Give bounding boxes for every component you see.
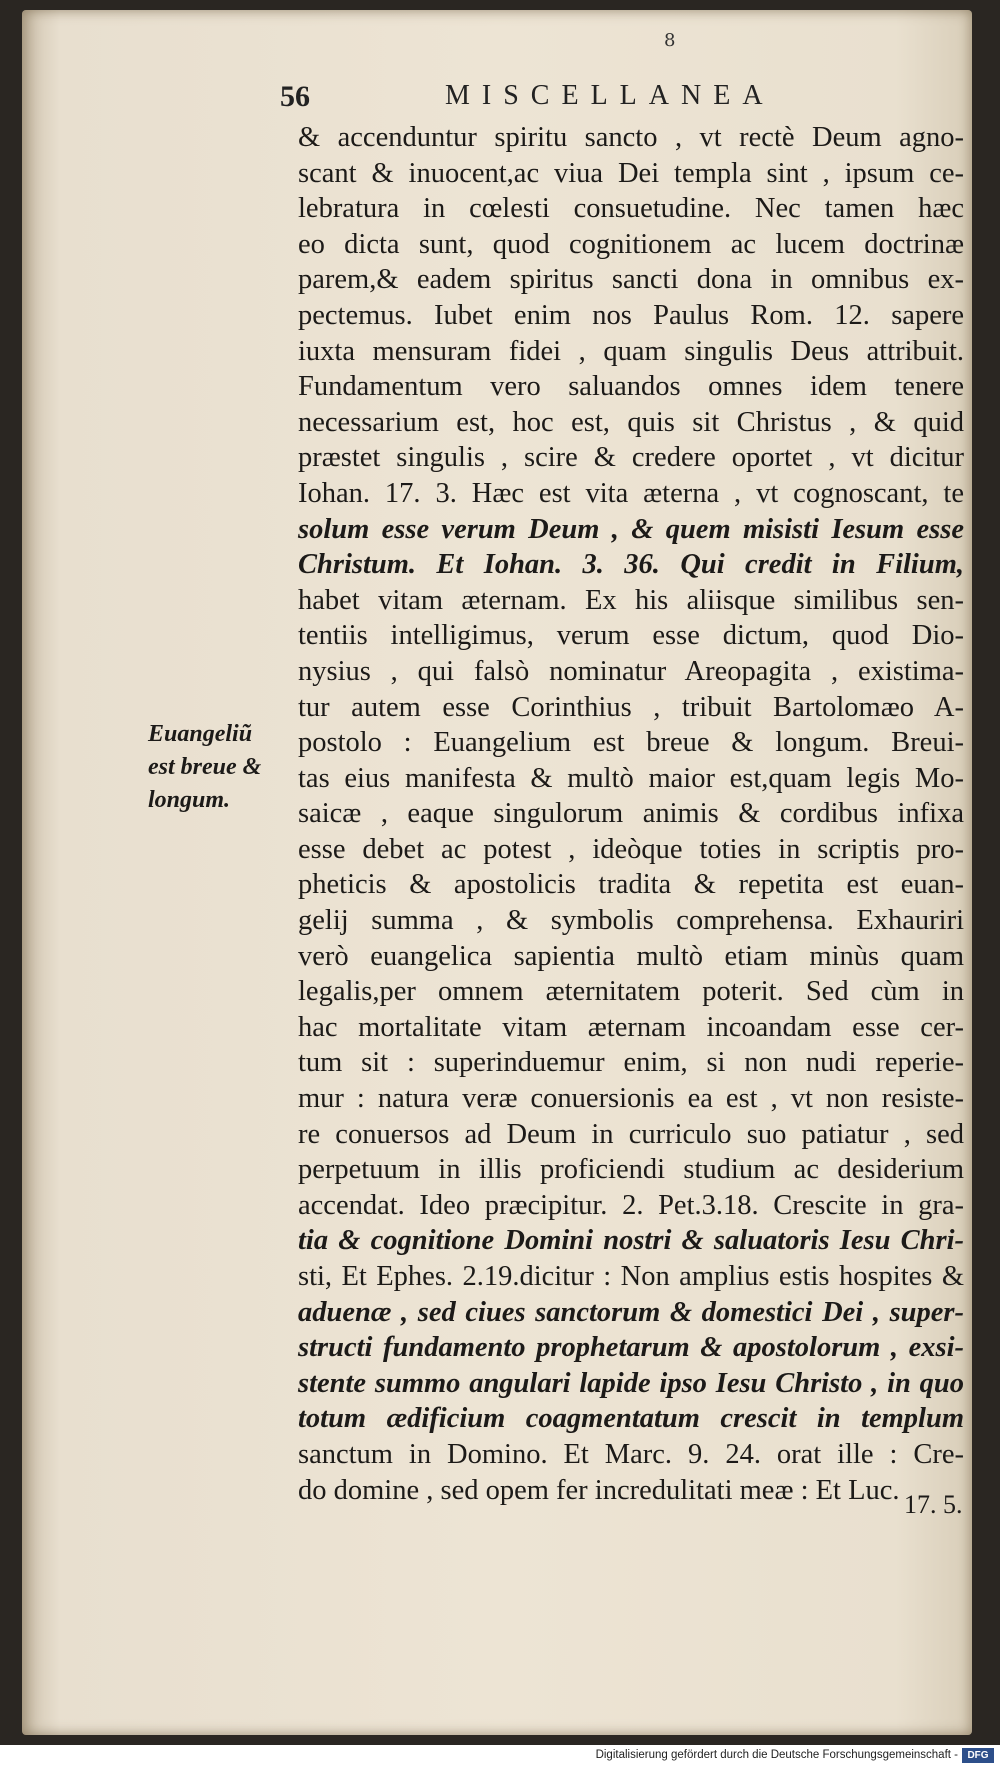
text-line: mur : natura veræ conuersionis ea est , vt non resiste- <box>298 1083 964 1115</box>
running-head <box>280 80 800 120</box>
catchword: 17. 5. <box>904 1490 963 1519</box>
text-line: necessarium est, hoc est, quis sit Christus , & quid <box>298 406 964 438</box>
text-line: tum sit : superinduemur enim, si non nudi reperie- <box>298 1047 964 1079</box>
funding-credit: Digitalisierung gefördert durch die Deutsche Forschungsgemeinschaft - <box>595 1749 958 1761</box>
text-line: eo dicta sunt, quod cognitionem ac lucem doctrinæ <box>298 228 964 260</box>
text-line: Fundamentum vero saluandos omnes idem tenere <box>298 371 964 403</box>
text-line: hac mortalitate vitam æternam incoandam esse cer- <box>298 1011 964 1043</box>
text-line: esse debet ac potest , ideòque toties in scriptis pro- <box>298 833 964 865</box>
text-line: iuxta mensuram fidei , quam singulis Deus attribuit. <box>298 335 964 367</box>
body-text <box>298 120 964 1508</box>
text-line: perpetuum in illis proficiendi studium ac desiderium <box>298 1154 964 1186</box>
text-line: & accenduntur spiritu sancto , vt rectè Deum agno- <box>298 122 964 153</box>
text-line: structi fundamento prophetarum & apostolorum , exsi- <box>298 1332 964 1364</box>
dfg-logo: DFG <box>962 1748 994 1763</box>
margin-note-line: Euangeliũ <box>148 721 253 747</box>
text-line: pheticis & apostolicis tradita & repetita est euan- <box>298 869 964 901</box>
footer <box>0 1745 1000 1768</box>
text-line: postolo : Euangelium est breue & longum. Breui- <box>298 727 964 759</box>
margin-note-line: longum. <box>148 787 231 813</box>
text-line: do domine , sed opem fer incredulitati meæ : Et Luc. <box>298 1474 900 1506</box>
text-line: aduenæ , sed ciues sanctorum & domestici Dei , super- <box>298 1296 964 1328</box>
margin-note-line: est breue & <box>148 754 262 780</box>
text-line: tia & cognitione Domini nostri & saluatoris Iesu Chri- <box>298 1225 964 1257</box>
text-line: Iohan. 17. 3. Hæc est vita æterna , vt cognoscant, te <box>298 477 964 509</box>
text-line: lebratura in cœlesti consuetudine. Nec tamen hæc <box>298 193 964 225</box>
text-line: accendat. Ideo præcipitur. 2. Pet.3.18. Crescite in gra- <box>298 1189 964 1221</box>
text-line: re conuersos ad Deum in curriculo suo patiatur , sed <box>298 1118 964 1150</box>
text-line: sanctum in Domino. Et Marc. 9. 24. orat ille : Cre- <box>298 1438 964 1470</box>
text-line: habet vitam æternam. Ex his aliisque similibus sen- <box>298 584 964 616</box>
text-line: verò euangelica sapientia multò etiam minùs quam <box>298 940 964 972</box>
text-line: tas eius manifesta & multò maior est,quam legis Mo- <box>298 762 964 794</box>
text-line: gelij summa , & symbolis comprehensa. Exhauriri <box>298 905 964 937</box>
text-line: saicæ , eaque singulorum animis & cordibus infixa <box>298 798 964 830</box>
text-line: nysius , qui falsò nominatur Areopagita , existima- <box>298 655 964 687</box>
text-line: legalis,per omnem æternitatem poterit. Sed cùm in <box>298 976 964 1008</box>
text-line: tur autem esse Corinthius , tribuit Bartolomæo A- <box>298 691 964 723</box>
running-title: MISCELLANEA <box>445 80 775 111</box>
text-line: stente summo angulari lapide ipso Iesu Christo , in quo <box>298 1367 964 1399</box>
text-line: Christum. Et Iohan. 3. 36. Qui credit in Filium, <box>298 549 964 581</box>
text-line: tentiis intelligimus, verum esse dictum, quod Dio- <box>298 620 964 652</box>
text-line: præstet singulis , scire & credere oportet , vt dicitur <box>298 442 964 474</box>
text-line: scant & inuocent,ac viua Dei templa sint , ipsum ce- <box>298 157 964 189</box>
text-line: totum ædificium coagmentatum crescit in templum <box>298 1403 964 1435</box>
text-line: parem,& eadem spiritus sancti dona in omnibus ex- <box>298 264 964 296</box>
text-line: sti, Et Ephes. 2.19.dicitur : Non amplius estis hospites & <box>298 1261 964 1292</box>
page-number: 56 <box>280 80 310 113</box>
text-line: pectemus. Iubet enim nos Paulus Rom. 12. sapere <box>298 299 964 331</box>
margin-note <box>148 718 288 817</box>
signature-mark: 8 <box>664 30 676 51</box>
text-line: solum esse verum Deum , & quem misisti Iesum esse <box>298 513 964 545</box>
